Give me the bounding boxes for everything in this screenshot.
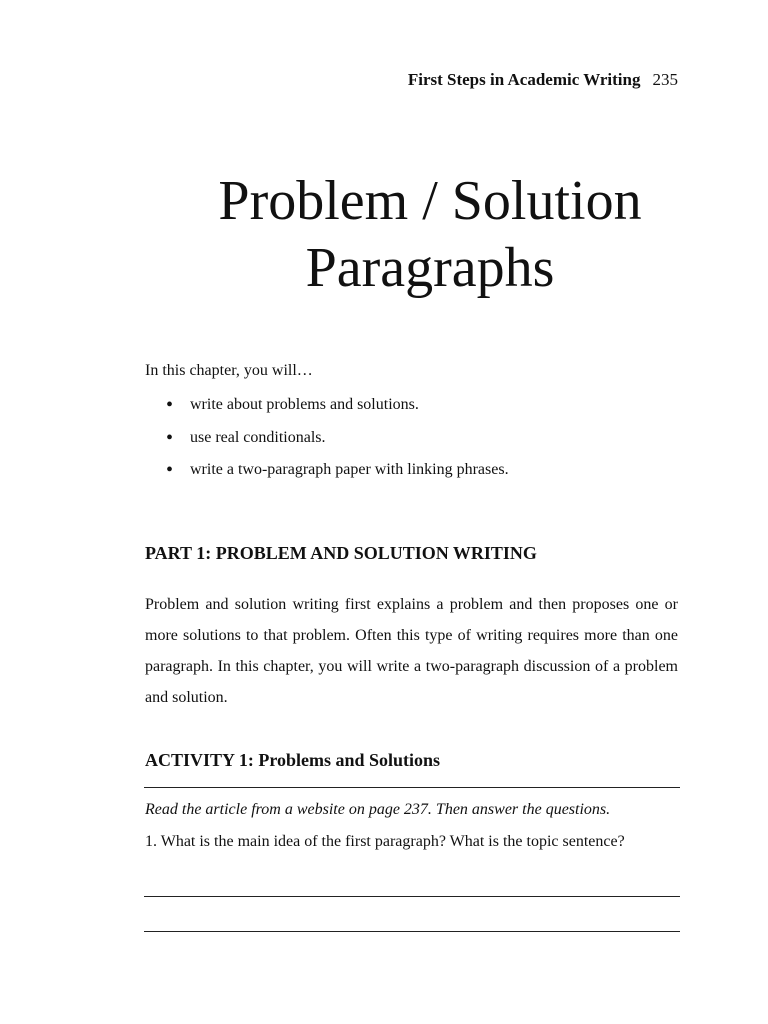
part1-heading: PART 1: PROBLEM AND SOLUTION WRITING	[145, 543, 537, 563]
activity1-heading: ACTIVITY 1: Problems and Solutions	[145, 750, 441, 770]
page-number: 235	[652, 70, 678, 89]
chapter-title-line-2: Paragraphs	[305, 237, 555, 299]
activity-divider	[144, 787, 680, 788]
book-title: First Steps in Academic Writing	[407, 70, 641, 89]
chapter-intro: In this chapter, you will…	[145, 362, 313, 379]
chapter-title	[0, 168, 768, 302]
answer-line[interactable]	[144, 896, 680, 897]
objectives-list	[166, 392, 509, 490]
objective-text: write a two-paragraph paper with linking phrases.	[190, 461, 509, 478]
bullet-icon: •	[166, 394, 174, 416]
question-1: 1. What is the main idea of the first paragraph? What is the topic sentence?	[145, 833, 625, 850]
running-header	[408, 70, 678, 90]
answer-line[interactable]	[144, 931, 680, 932]
bullet-icon: •	[166, 426, 174, 449]
objective-text: use real conditionals.	[190, 428, 326, 446]
objective-text: write about problems and solutions.	[190, 396, 419, 413]
objective-item	[166, 425, 509, 458]
chapter-title-line-1: Problem / Solution	[218, 170, 642, 232]
objective-item	[166, 457, 509, 490]
bullet-icon: •	[166, 459, 174, 481]
activity-instruction: Read the article from a website on page 237. Then answer the questions.	[145, 801, 611, 818]
objective-item	[166, 392, 509, 425]
part1-body: Problem and solution writing first explains a problem and then proposes one or more solutions to that problem. Often this type of writing requires more than one paragraph. In this chapter, you will write a two-paragraph discussion of a problem and solution.	[145, 596, 678, 706]
